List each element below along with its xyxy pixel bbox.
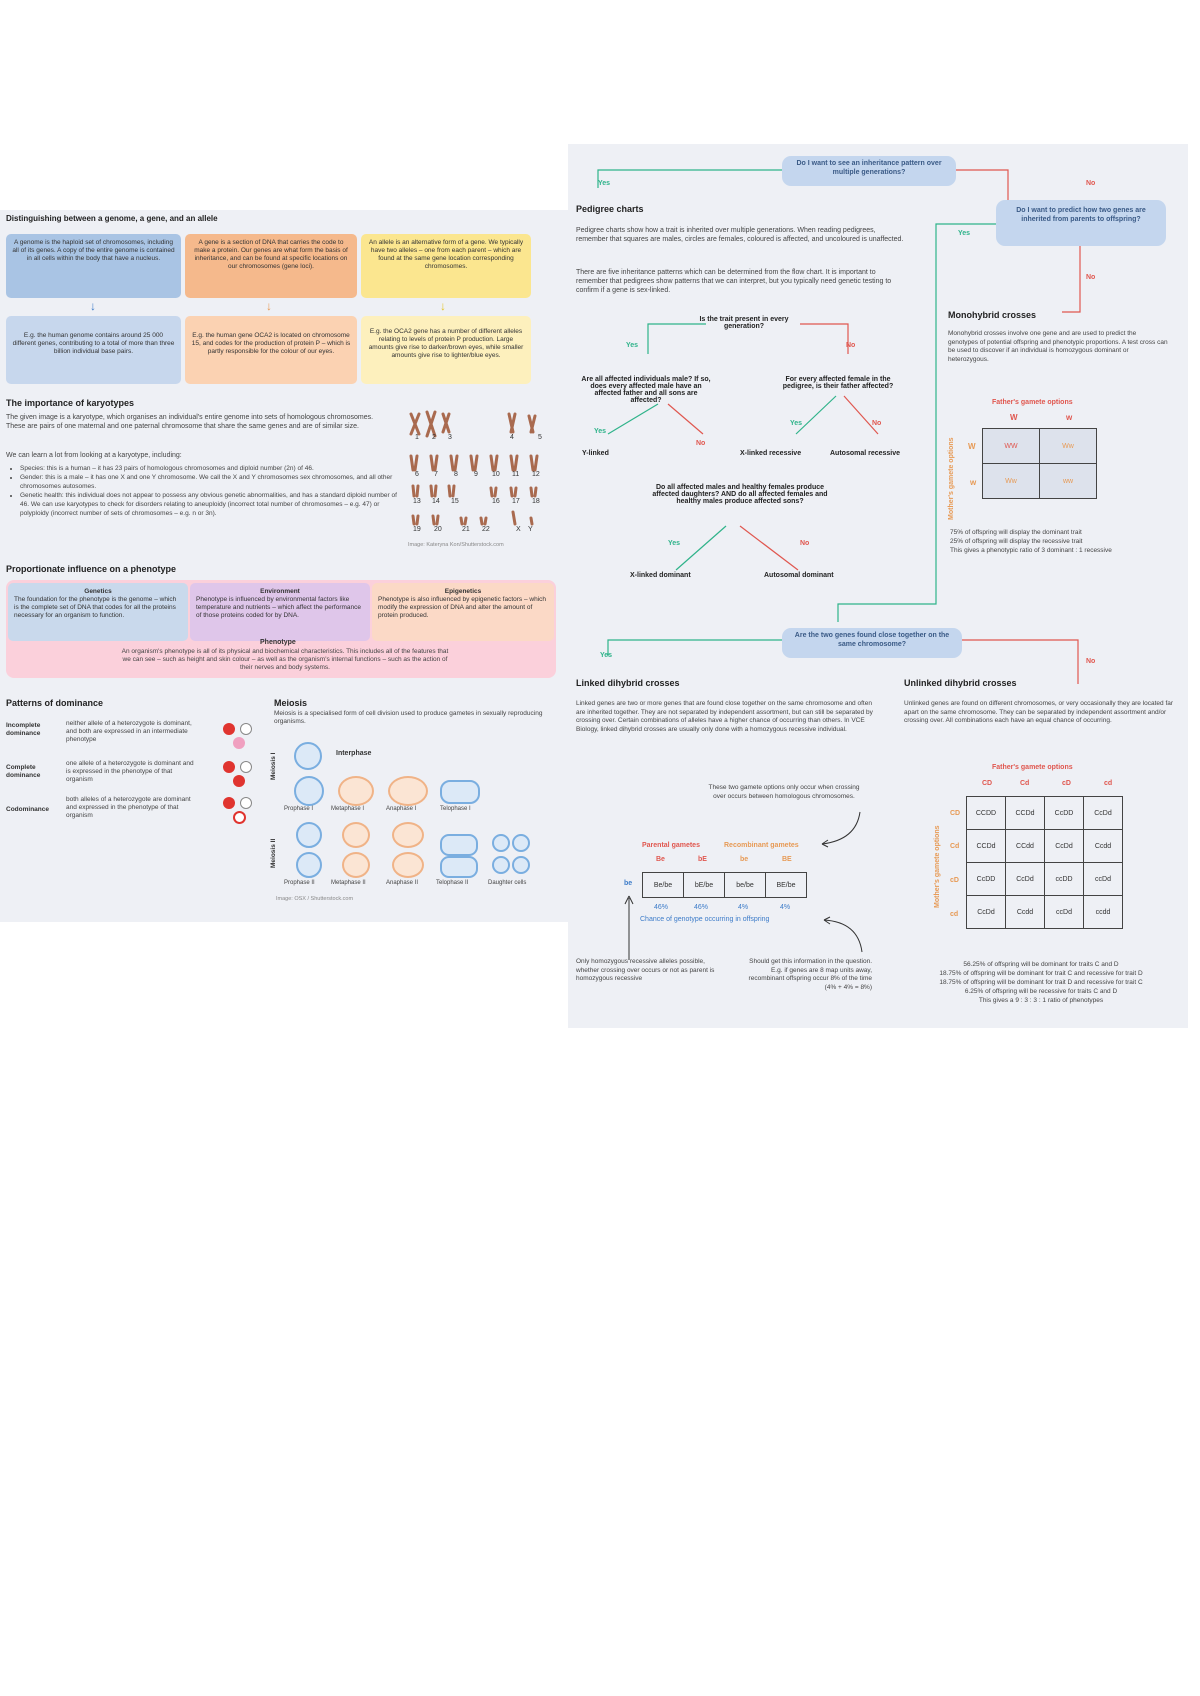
question-every-generation: Is the trait present in every generation? <box>699 316 789 330</box>
punnett-cell: CcDD <box>1045 797 1084 830</box>
karyo-num: 7 <box>434 471 438 478</box>
dominance-name: Incomplete dominance <box>6 722 41 737</box>
result-y-linked: Y-linked <box>582 450 609 457</box>
monohybrid-result <box>950 528 1180 555</box>
no-label: No <box>1086 658 1096 665</box>
result-line: This gives a 9 : 3 : 3 : 1 ratio of phenotypes <box>978 997 1104 1004</box>
father-gamete: cD <box>1062 780 1071 787</box>
punnett-cell: BE/be <box>766 873 807 898</box>
result-line: 75% of offspring will display the dominant trait <box>950 529 1082 536</box>
result-line: 56.25% of offspring will be dominant for traits C and D <box>963 961 1119 968</box>
arrow-icon <box>816 810 866 850</box>
karyotype-credit: Image: Kateryna Kon/Shutterstock.com <box>408 542 504 548</box>
karyo-num: 6 <box>415 471 419 478</box>
arrow-icon <box>818 916 868 956</box>
fathers-gamete-label: Father's gamete options <box>992 764 1073 771</box>
karyo-num: 9 <box>474 471 478 478</box>
pink-phenotype-icon <box>233 737 245 749</box>
stage-label: Prophase I <box>284 806 314 812</box>
linked-text: Linked genes are two or more genes that are found close together on the same chromosome and often are inherited together. They are not separated by independent assortment, but can still be separated by crossing over. Certain combinations of alleles have a higher chance of occurring than others. In VCE Biology, linked dihybrid crosses are usually only done with a homozygous recessive individual. <box>576 700 873 733</box>
arrow-icon <box>622 894 636 964</box>
monohybrid-text: Monohybrid crosses involve one gene and are used to predict the genotypes of potential offspring and phenotypic proportions. A test cross can be used to discover if an individual is homozygous dominant or heterozygous. <box>948 330 1168 363</box>
result-line: 6.25% of offspring will be recessive for traits C and D <box>964 988 1118 995</box>
punnett-cell: CCDd <box>967 830 1006 863</box>
phenotype-text: An organism's phenotype is all of its physical and biochemical characteristics. This includes all of the features that we can see – such as height and skin colour – as well as the organism's internal functions – such as the action of their nerves and body systems. <box>121 648 449 671</box>
mothers-gamete-label: Mother's gamete options <box>934 825 941 908</box>
karyo-num: 4 <box>510 434 514 441</box>
linked-note: These two gamete options only occur when crossing over occurs between homologous chromosomes. <box>708 784 860 800</box>
punnett-cell: CCDd <box>1006 797 1045 830</box>
punnett-cell: Ww <box>1040 429 1097 464</box>
no-label: No <box>1086 180 1096 187</box>
genetics-box <box>8 583 188 641</box>
dihybrid-punnett <box>966 796 1123 929</box>
linked-percent: 46% <box>694 904 709 911</box>
no-label: No <box>1086 274 1096 281</box>
karyotype-learn: We can learn a lot from looking at a karyotype, including: <box>6 452 182 459</box>
no-label: No <box>696 440 706 447</box>
down-arrow-icon: ↓ <box>90 299 96 313</box>
punnett-cell: ww <box>1040 464 1097 499</box>
chance-label: Chance of genotype occurring in offspring <box>640 916 770 923</box>
karyo-num: 3 <box>448 434 452 441</box>
linked-percent: 4% <box>780 904 791 911</box>
prophase1-cell-icon <box>294 776 324 806</box>
allele-example-box: E.g. the OCA2 gene has a number of different alleles relating to levels of protein P production. Large amounts give rise to darker/brown eyes, while smaller amounts give rise to lighter/blue eyes. <box>361 316 531 384</box>
punnett-cell: CcDd <box>967 896 1006 929</box>
result-x-linked-recessive: X-linked recessive <box>740 450 802 457</box>
phenotype-title: Phenotype <box>260 639 296 646</box>
result-autosomal-recessive: Autosomal recessive <box>830 450 901 457</box>
karyo-num: 1 <box>415 434 419 441</box>
down-arrow-icon: ↓ <box>266 299 272 313</box>
dominance-name: Complete dominance <box>6 764 41 779</box>
gamete-label: bE <box>698 856 707 863</box>
prophase2-cell-icon <box>296 822 322 848</box>
telophase1-cell-icon <box>440 780 480 804</box>
yes-label: Yes <box>958 230 971 237</box>
karyo-num: 18 <box>532 498 540 505</box>
red-phenotype-icon <box>233 775 245 787</box>
unlinked-result <box>898 960 1184 1005</box>
recombinant-gametes-label: Recombinant gametes <box>724 842 799 849</box>
metaphase1-cell-icon <box>338 776 374 806</box>
section-title-genome: Distinguishing between a genome, a gene, and an allele <box>6 214 218 223</box>
question-same-chromosome: Are the two genes found close together on the same chromosome? <box>782 628 962 658</box>
linked-punnett <box>642 872 807 898</box>
punnett-cell: Ww <box>983 464 1040 499</box>
punnett-cell: CcDD <box>967 863 1006 896</box>
stage-label: Anaphase II <box>386 880 419 886</box>
linked-footnote-1: Only homozygous recessive alleles possible, whether crossing over occurs or not as parent is homozygous recessive <box>576 958 715 982</box>
white-allele-icon <box>240 797 252 809</box>
no-label: No <box>846 342 856 349</box>
father-gamete: cd <box>1104 780 1113 787</box>
stage-label: Anaphase I <box>386 806 417 812</box>
fathers-gamete-label: Father's gamete options <box>992 399 1073 406</box>
bullet-gender: • Gender: this is a male – it has one X and one Y chromosome. We call the X and Y chromosomes sex chromosomes, and all other chromosomes autosomes. <box>20 473 405 491</box>
father-allele: W <box>1010 413 1018 422</box>
punnett-cell: Be/be <box>643 873 684 898</box>
gamete-label: be <box>740 856 749 863</box>
stage-label: Daughter cells <box>488 880 527 886</box>
mother-gamete: Cd <box>950 843 960 850</box>
environment-text: Phenotype is influenced by environmental factors like temperature and nutrients – which affect the performance of those proteins coded for by DNA. <box>196 596 362 619</box>
result-line: This gives a phenotypic ratio of 3 dominant : 1 recessive <box>950 547 1112 554</box>
epigenetics-title: Epigenetics <box>444 588 482 595</box>
white-allele-icon <box>240 723 252 735</box>
question-affected-female: For every affected female in the pedigree, is their father affected? <box>782 376 894 390</box>
spotted-phenotype-icon <box>233 811 246 824</box>
pedigree-text-1: Pedigree charts show how a trait is inherited over multiple generations. When reading pedigrees, remember that squares are males, circles are females, coloured is affected, and uncoloured is unaffected. <box>576 227 904 243</box>
punnett-cell: Ccdd <box>1006 896 1045 929</box>
daughter-cell-icon <box>492 856 510 874</box>
linked-percent: 4% <box>738 904 749 911</box>
gamete-label: BE <box>782 856 792 863</box>
yes-label: Yes <box>790 420 803 427</box>
result-x-linked-dominant: X-linked dominant <box>630 572 691 579</box>
epigenetics-box <box>372 583 554 641</box>
dominance-desc: both alleles of a heterozygote are dominant and expressed in the phenotype of that organism <box>66 796 191 819</box>
mother-allele: w <box>970 478 977 487</box>
karyo-num: 12 <box>532 471 540 478</box>
result-autosomal-dominant: Autosomal dominant <box>764 572 834 579</box>
mother-gamete: cd <box>950 911 959 918</box>
dominance-name: Codominance <box>6 806 49 813</box>
daughter-cell-icon <box>492 834 510 852</box>
karyotype-intro: The given image is a karyotype, which organises an individual's entire genome into sets of homologous chromosomes. These are pairs of one maternal and one paternal chromosome that share the same genes and are of similar size. <box>6 414 374 430</box>
monohybrid-punnett <box>982 428 1097 499</box>
karyo-num: 8 <box>454 471 458 478</box>
yes-label: Yes <box>668 540 681 547</box>
anaphase1-cell-icon <box>388 776 428 806</box>
question-affected-males: Are all affected individuals male? If so, does every affected male have an affected father and all sons are affected? <box>581 376 711 404</box>
prophase2-cell-icon <box>296 852 322 878</box>
father-allele: w <box>1066 413 1073 422</box>
karyo-num: 10 <box>492 471 500 478</box>
linked-title: Linked dihybrid crosses <box>576 678 680 688</box>
result-line: 18.75% of offspring will be dominant for trait C and recessive for trait D <box>939 970 1143 977</box>
karyo-num: 15 <box>451 498 459 505</box>
karyo-num: X <box>516 526 521 533</box>
metaphase2-cell-icon <box>342 852 370 878</box>
telophase2-cell-icon <box>440 834 478 856</box>
environment-box <box>190 583 370 641</box>
punnett-cell: Ccdd <box>1084 830 1123 863</box>
question-dominant: Do all affected males and healthy females produce affected daughters? AND do all affected females and healthy males produce affected sons? <box>652 484 828 505</box>
karyo-num: Y <box>528 526 533 533</box>
red-allele-icon <box>223 723 235 735</box>
punnett-cell: ccDD <box>1045 863 1084 896</box>
mothers-gamete-label: Mother's gamete options <box>948 437 955 520</box>
pedigree-text-2: There are five inheritance patterns which can be determined from the flow chart. It is important to remember that pedigrees show patterns that we can interpret, but you typically need genetic testing to confirm if a gene is sex-linked. <box>576 269 892 294</box>
genome-box: A genome is the haploid set of chromosomes, including all of its genes. A copy of the entire genome is contained in all cells within the body that have a nucleus. <box>6 234 181 298</box>
bullet-species: • Species: this is a human – it has 23 pairs of homologous chromosomes and diploid number (2n) of 46. <box>20 464 405 473</box>
down-arrow-icon: ↓ <box>440 299 446 313</box>
karyo-num: 5 <box>538 434 542 441</box>
mother-allele: W <box>968 442 976 451</box>
mother-gamete: cD <box>950 877 959 884</box>
unlinked-text: Unlinked genes are found on different chromosomes, or very occasionally they are located far apart on the same chromosome. They can be separated by independent assortment and/or crossing over. All combinations each have an equal chance of occurring. <box>904 700 1174 724</box>
red-allele-icon <box>223 761 235 773</box>
punnett-cell: CCdd <box>1006 830 1045 863</box>
gene-example-box: E.g. the human gene OCA2 is located on chromosome 15, and codes for the production of protein P – which is partly responsible for the colour of our eyes. <box>185 316 357 384</box>
karyo-num: 2 <box>432 434 436 441</box>
karyotype-title: The importance of karyotypes <box>6 398 135 408</box>
metaphase2-cell-icon <box>342 822 370 848</box>
dominance-title: Patterns of dominance <box>6 698 104 708</box>
meiosis-text: Meiosis is a specialised form of cell division used to produce gametes in sexually reproducing organisms. <box>274 710 543 725</box>
linked-footnote-2: Should get this information in the question. E.g. if genes are 8 map units away, recombinant offspring occur 8% of the time (4% + 4% = 8%) <box>748 958 872 991</box>
environment-title: Environment <box>260 588 300 595</box>
no-label: No <box>872 420 882 427</box>
daughter-cell-icon <box>512 856 530 874</box>
proportionate-title: Proportionate influence on a phenotype <box>6 564 177 574</box>
genetics-title: Genetics <box>84 588 112 595</box>
result-line: 25% of offspring will display the recessive trait <box>950 538 1083 545</box>
gamete-label: Be <box>656 856 665 863</box>
allele-box: An allele is an alternative form of a gene. We typically have two alleles – one from each parent – which are found at the same gene location corresponding chromosomes. <box>361 234 531 298</box>
parental-gametes-label: Parental gametes <box>642 842 700 849</box>
epigenetics-text: Phenotype is also influenced by epigenetic factors – which modify the expression of DNA and alter the amount of protein produced. <box>378 596 547 619</box>
karyo-num: 16 <box>492 498 500 505</box>
interphase-cell-icon <box>294 742 322 770</box>
gene-box: A gene is a section of DNA that carries the code to make a protein. Our genes are what form the basis of inheritance, and can be found at specific locations on our chromosomes (gene loci). <box>185 234 357 298</box>
stage-label: Telophase II <box>436 880 469 886</box>
karyo-num: 22 <box>482 526 490 533</box>
stage-label: Metaphase I <box>331 806 365 812</box>
yes-label: Yes <box>626 342 639 349</box>
meiosis1-label: Meiosis I <box>270 752 277 780</box>
punnett-cell: be/be <box>725 873 766 898</box>
result-line: 18.75% of offspring will be dominant for trait D and recessive for trait C <box>939 979 1143 986</box>
yes-label: Yes <box>598 180 611 187</box>
karyo-num: 17 <box>512 498 520 505</box>
mother-gamete: CD <box>950 810 961 817</box>
bullet-genetic-health: • Genetic health: this individual does not appear to possess any obvious genetic abnormalities, and has a standard diploid number of 46. We can use karyotypes to check for disorders relating to aneuploidy (incorrect total number of chromosomes – e.g. 47) or polyploidy (incorrect number of sets of chromosomes – e.g. n or 3n). <box>20 491 405 518</box>
stage-label: Metaphase II <box>331 880 366 886</box>
punnett-cell: CcDd <box>1006 863 1045 896</box>
stage-label: Prophase II <box>284 880 315 886</box>
karyo-num: 14 <box>432 498 440 505</box>
father-gamete: CD <box>982 780 993 787</box>
punnett-cell: CcDd <box>1045 830 1084 863</box>
interphase-label: Interphase <box>336 750 372 757</box>
punnett-cell: bE/be <box>684 873 725 898</box>
karyo-num: 21 <box>462 526 470 533</box>
anaphase2-cell-icon <box>392 852 424 878</box>
telophase2-cell-icon <box>440 856 478 878</box>
yes-label: Yes <box>600 652 613 659</box>
question-two-genes: Do I want to predict how two genes are inherited from parents to offspring? <box>996 200 1166 246</box>
punnett-cell: CCDD <box>967 797 1006 830</box>
monohybrid-title: Monohybrid crosses <box>948 310 1037 320</box>
punnett-cell: ccdd <box>1084 896 1123 929</box>
dominance-desc: neither allele of a heterozygote is dominant, and both are expressed in an intermediate phenotype <box>66 720 192 743</box>
genome-example-box: E.g. the human genome contains around 25 000 different genes, contributing to a total of more than three billion individual base pairs. <box>6 316 181 384</box>
karyo-num: 11 <box>512 471 520 478</box>
father-gamete: Cd <box>1020 780 1030 787</box>
meiosis-credit: Image: OSX / Shutterstock.com <box>276 896 354 902</box>
linked-percent: 46% <box>654 904 669 911</box>
no-label: No <box>800 540 810 547</box>
meiosis2-label: Meiosis II <box>270 838 277 868</box>
punnett-cell: WW <box>983 429 1040 464</box>
stage-label: Telophase I <box>440 806 471 812</box>
karyo-num: 13 <box>413 498 421 505</box>
linked-row-label: be <box>624 880 633 887</box>
meiosis-title: Meiosis <box>274 698 308 708</box>
karyotype-bullets <box>8 464 405 518</box>
question-inheritance-pattern: Do I want to see an inheritance pattern over multiple generations? <box>782 156 956 186</box>
dominance-desc: one allele of a heterozygote is dominant and is expressed in the phenotype of that organism <box>66 760 194 783</box>
punnett-cell: CcDd <box>1084 797 1123 830</box>
anaphase2-cell-icon <box>392 822 424 848</box>
punnett-cell: ccDd <box>1084 863 1123 896</box>
karyo-num: 19 <box>413 526 421 533</box>
white-allele-icon <box>240 761 252 773</box>
genetics-text: The foundation for the phenotype is the genome – which is the complete set of DNA that codes for all the proteins necessary for an organism to function. <box>14 596 177 619</box>
karyo-num: 20 <box>434 526 442 533</box>
daughter-cell-icon <box>512 834 530 852</box>
pedigree-title: Pedigree charts <box>576 204 644 214</box>
yes-label: Yes <box>594 428 607 435</box>
red-allele-icon <box>223 797 235 809</box>
unlinked-title: Unlinked dihybrid crosses <box>904 678 1017 688</box>
punnett-cell: ccDd <box>1045 896 1084 929</box>
